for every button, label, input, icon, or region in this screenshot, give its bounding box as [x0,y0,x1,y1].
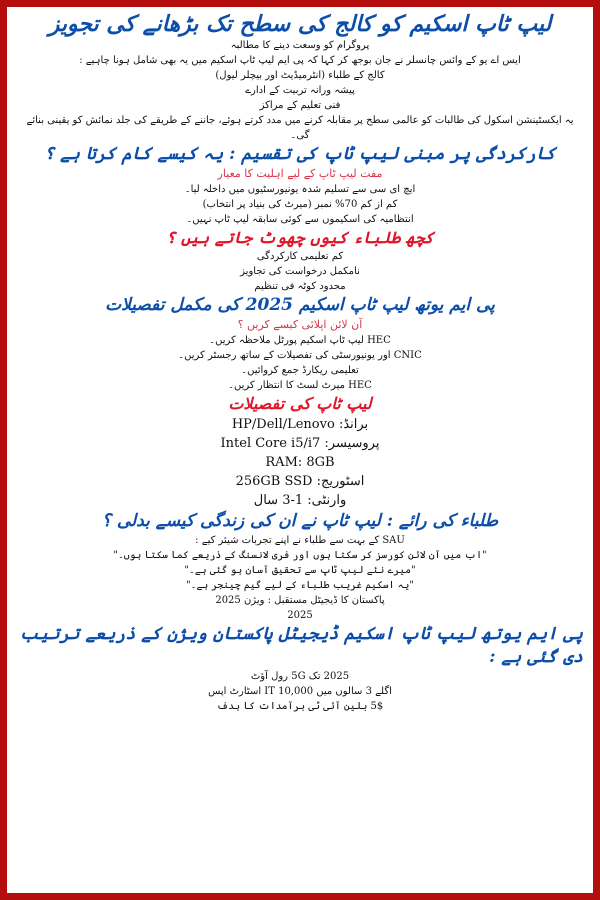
list-item: CNIC اور یونیورسٹی کی تفصیلات کے ساتھ رجسٹر کریں۔ [178,350,422,361]
list-item: نامکمل درخواست کی تجاویز [240,266,360,277]
list-item: انتظامیہ کی اسکیموں سے کوئی سابقہ لیپ ٹاپ نہیں۔ [186,214,414,225]
list-item: کم تعلیمی کارکردگی [256,251,344,262]
specs-list [17,415,583,510]
list-item: اگلے 3 سالوں میں IT 10,000 اسٹارٹ اپس [208,686,392,697]
criteria-heading: مفت لیپ ٹاپ کے لیے اہلیت کا معیار [217,167,383,180]
list-item: پیشہ ورانہ تربیت کے ادارے [245,85,355,96]
details-heading: پی ایم یوتھ لیپ ٹاپ اسکیم 2025 کی مکمل تفصیلات [105,295,495,315]
apply-steps [17,333,583,393]
spec-row: پروسیسر: Intel Core i5/i7 [220,436,380,451]
quote-item: "یہ اسکیم غریب طلباء کے لیے گیم چینجر ہے۔" [186,580,414,591]
opinions-heading: طلباء کی رائے : لیپ ٹاپ نے ان کی زندگی کیسے بدلی ؟ [101,511,499,531]
spec-row: وارنٹی: 1-3 سال [253,493,347,508]
list-item: 5$ بلین آئی ٹی برآمدات کا ہدف [216,701,384,712]
spec-row: اسٹوریج: 256GB SSD [235,474,365,489]
page-title: لیپ ٹاپ اسکیم کو کالج کی سطح تک بڑھانے کی تجویز [48,11,552,37]
quotes-list [17,548,583,593]
vision-list [17,669,583,714]
list-item: کالج کے طلباء (انٹرمیڈیٹ اور بیچلر لیول) [215,70,385,81]
expansion-intro: ایس اے یو کے وائس چانسلر نے جان بوجھ کر کہا کہ پی ایم لیپ ٹاپ اسکیم میں یہ بھی شامل ہونا چاہیے : [79,55,521,66]
list-item: HEC میرٹ لسٹ کا انتظار کریں۔ [228,380,372,391]
performance-heading: کارکردگی پر مبنی لیپ ٹاپ کی تقسیم : یہ کیسے کام کرتا ہے ؟ [44,144,556,164]
opinions-intro: SAU کے بہت سے طلباء نے اپنے تجربات شیئر کیے : [195,535,405,546]
expansion-heading: پروگرام کو وسعت دینے کا مطالبہ [230,40,370,51]
spec-row: برانڈ: HP/Dell/Lenovo [231,417,369,432]
future-year: 2025 [287,610,313,621]
future-line: پاکستان کا ڈیجیٹل مستقبل : ویژن 2025 [215,595,385,606]
expansion-list [17,68,583,113]
list-item: HEC لیپ ٹاپ اسکیم پورٹل ملاحظہ کریں۔ [209,335,391,346]
expansion-closing: یہ ایکسٹینشن اسکول کی طالبات کو عالمی سطح پر مقابلہ کرنے میں مدد کرتے ہوئے، جاننے کے طریقے کی جلد نمائش کو یقینی بنائے گی۔ [26,115,574,141]
apply-heading: آن لائن اپلائی کیسے کریں ؟ [237,318,363,331]
list-item: کم از کم 70% نمبر (میرٹ کی بنیاد پر انتخاب) [202,199,398,210]
spec-row: RAM: 8GB [265,455,335,470]
quote-item: "میرے نئے لیپ ٹاپ سے تحقیق آسان ہو گئی ہے۔" [184,565,416,576]
list-item: 2025 تک 5G رول آؤٹ [250,671,350,682]
list-item: محدود کوٹہ فی تنظیم [254,281,346,292]
quote-item: "اب میں آن لائن کورسز کر سکتا ہوں اور فری لانسنگ کے ذریعے کما سکتا ہوں۔" [113,550,487,561]
list-item: تعلیمی ریکارڈ جمع کروائیں۔ [241,365,359,376]
list-item: ایچ ای سی سے تسلیم شدہ یونیورسٹیوں میں داخلہ لیا۔ [184,184,416,195]
specs-heading: لیپ ٹاپ کی تفصیلات [228,394,372,413]
list-item: فنی تعلیم کے مراکز [259,100,341,111]
criteria-list [17,182,583,227]
missed-list [17,249,583,294]
article-body [7,7,593,714]
vision-heading: پی ایم یوتھ لیپ ٹاپ اسکیم ڈیجیٹل پاکستان ویژن کے ذریعے ترتیب دی گئی ہے : [19,624,583,667]
missed-heading: کچھ طلباء کیوں چھوٹ جاتے ہیں ؟ [166,228,434,247]
